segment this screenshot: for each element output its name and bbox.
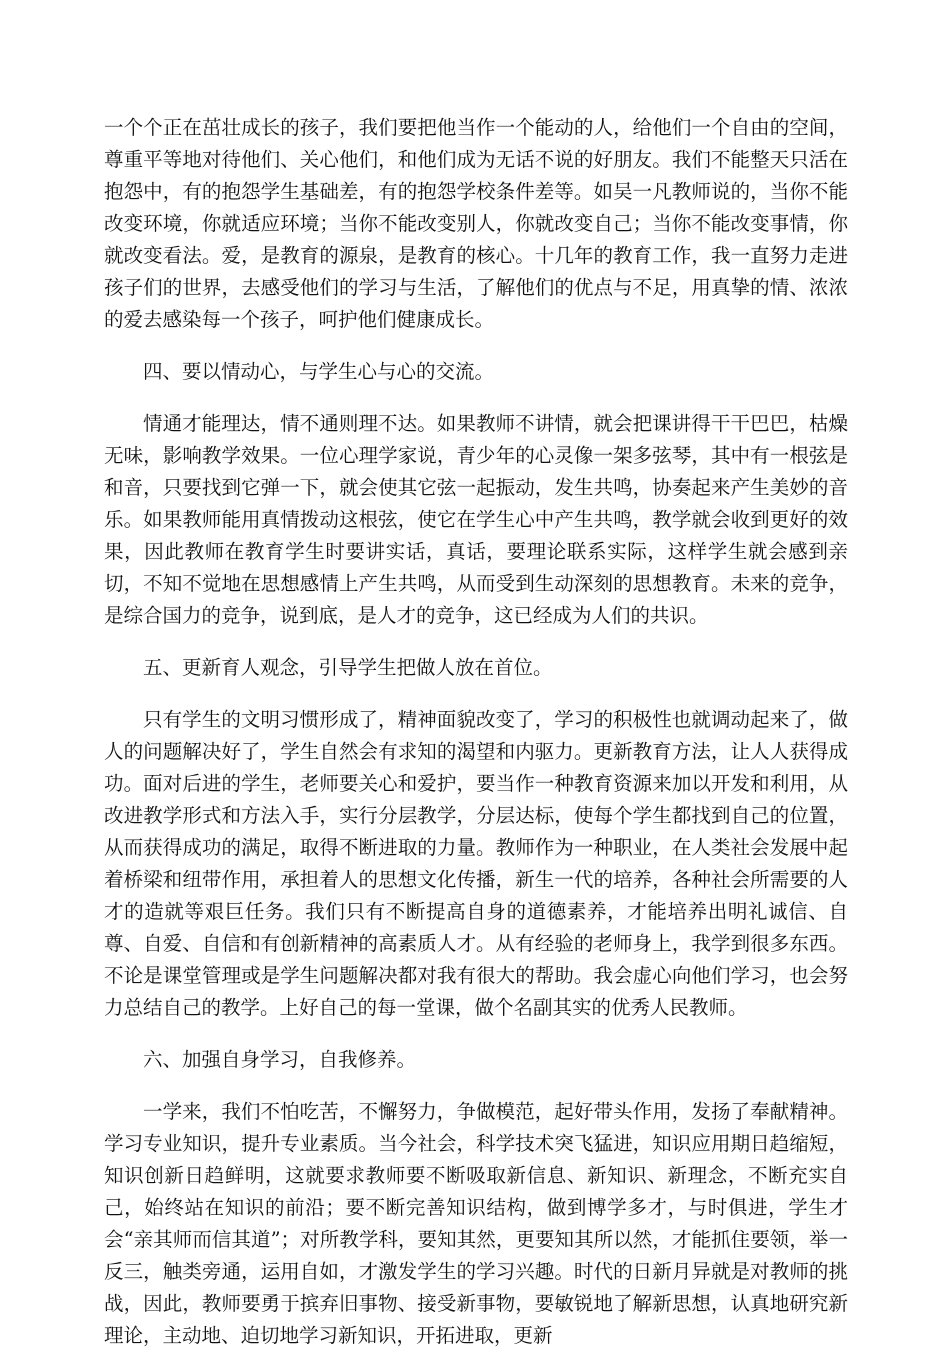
paragraph-section-4: 情通才能理达，情不通则理不达。如果教师不讲情，就会把课讲得干干巴巴，枯燥无味，影响教学效果。一位心理学家说，青少年的心灵像一架多弦琴，其中有一根弦是和音，只要找到它弹一下，就会使其它弦一起振动，发生共鸣，协奏起来产生美妙的音乐。如果教师能用真情拨动这根弦，使它在学生心中产生共鸣，教学就会收到更好的效果，因此教师在教育学生时要讲实话，真话，要理论联系实际，这样学生就会感到亲切，不知不觉地在思想感情上产生共鸣，从而受到生动深刻的思想教育。未来的竞争，是综合国力的竞争，说到底，是人才的竞争，这已经成为人们的共识。 bbox=[104, 412, 848, 627]
section-heading-5: 五、更新育人观念，引导学生把做人放在首位。 bbox=[143, 656, 553, 679]
section-heading-4: 四、要以情动心，与学生心与心的交流。 bbox=[143, 360, 495, 383]
section-heading-6: 六、加强自身学习，自我修养。 bbox=[143, 1048, 417, 1071]
paragraph-intro: 一个个正在茁壮成长的孩子，我们要把他当作一个能动的人，给他们一个自由的空间，尊重平等地对待他们、关心他们，和他们成为无话不说的好朋友。我们不能整天只活在抱怨中，有的抱怨学生基础差，有的抱怨学校条件差等。如吴一凡教师说的，当你不能改变环境，你就适应环境；当你不能改变别人，你就改变自己；当你不能改变事情，你就改变看法。爱，是教育的源泉，是教育的核心。十几年的教育工作，我一直努力走进孩子们的世界，去感受他们的学习与生活，了解他们的优点与不足，用真挚的情、浓浓的爱去感染每一个孩子，呵护他们健康成长。 bbox=[104, 116, 848, 331]
document-page bbox=[104, 112, 848, 1372]
paragraph-section-6: 一学来，我们不怕吃苦，不懈努力，争做模范，起好带头作用，发扬了奉献精神。学习专业知识，提升专业素质。当今社会，科学技术突飞猛进，知识应用期日趋缩短，知识创新日趋鲜明，这就要求教师要不断吸取新信息、新知识、新理念，不断充实自己，始终站在知识的前沿；要不断完善知识结构，做到博学多才，与时俱进，学生才会“亲其师而信其道”；对所教学科，要知其然，更要知其所以然，才能抓住要领，举一反三，触类旁通，运用自如，才激发学生的学习兴趣。时代的日新月异就是对教师的挑战，因此，教师要勇于摈弃旧事物、接受新事物，要敏锐地了解新思想，认真地研究新理论，主动地、迫切地学习新知识，开拓进取，更新 bbox=[104, 1100, 848, 1347]
paragraph-section-5: 只有学生的文明习惯形成了，精神面貌改变了，学习的积极性也就调动起来了，做人的问题解决好了，学生自然会有求知的渴望和内驱力。更新教育方法，让人人获得成功。面对后进的学生，老师要关心和爱护，要当作一种教育资源来加以开发和利用，从改进教学形式和方法入手，实行分层教学，分层达标，使每个学生都找到自己的位置，从而获得成功的满足，取得不断进取的力量。教师作为一种职业，在人类社会发展中起着桥梁和纽带作用，承担着人的思想文化传播，新生一代的培养，各种社会所需要的人才的造就等艰巨任务。我们只有不断提高自身的道德素养，才能培养出明礼诚信、自尊、自爱、自信和有创新精神的高素质人才。从有经验的老师身上，我学到很多东西。不论是课堂管理或是学生问题解决都对我有很大的帮助。我会虚心向他们学习，也会努力总结自己的教学。上好自己的每一堂课，做个名副其实的优秀人民教师。 bbox=[104, 708, 848, 1019]
